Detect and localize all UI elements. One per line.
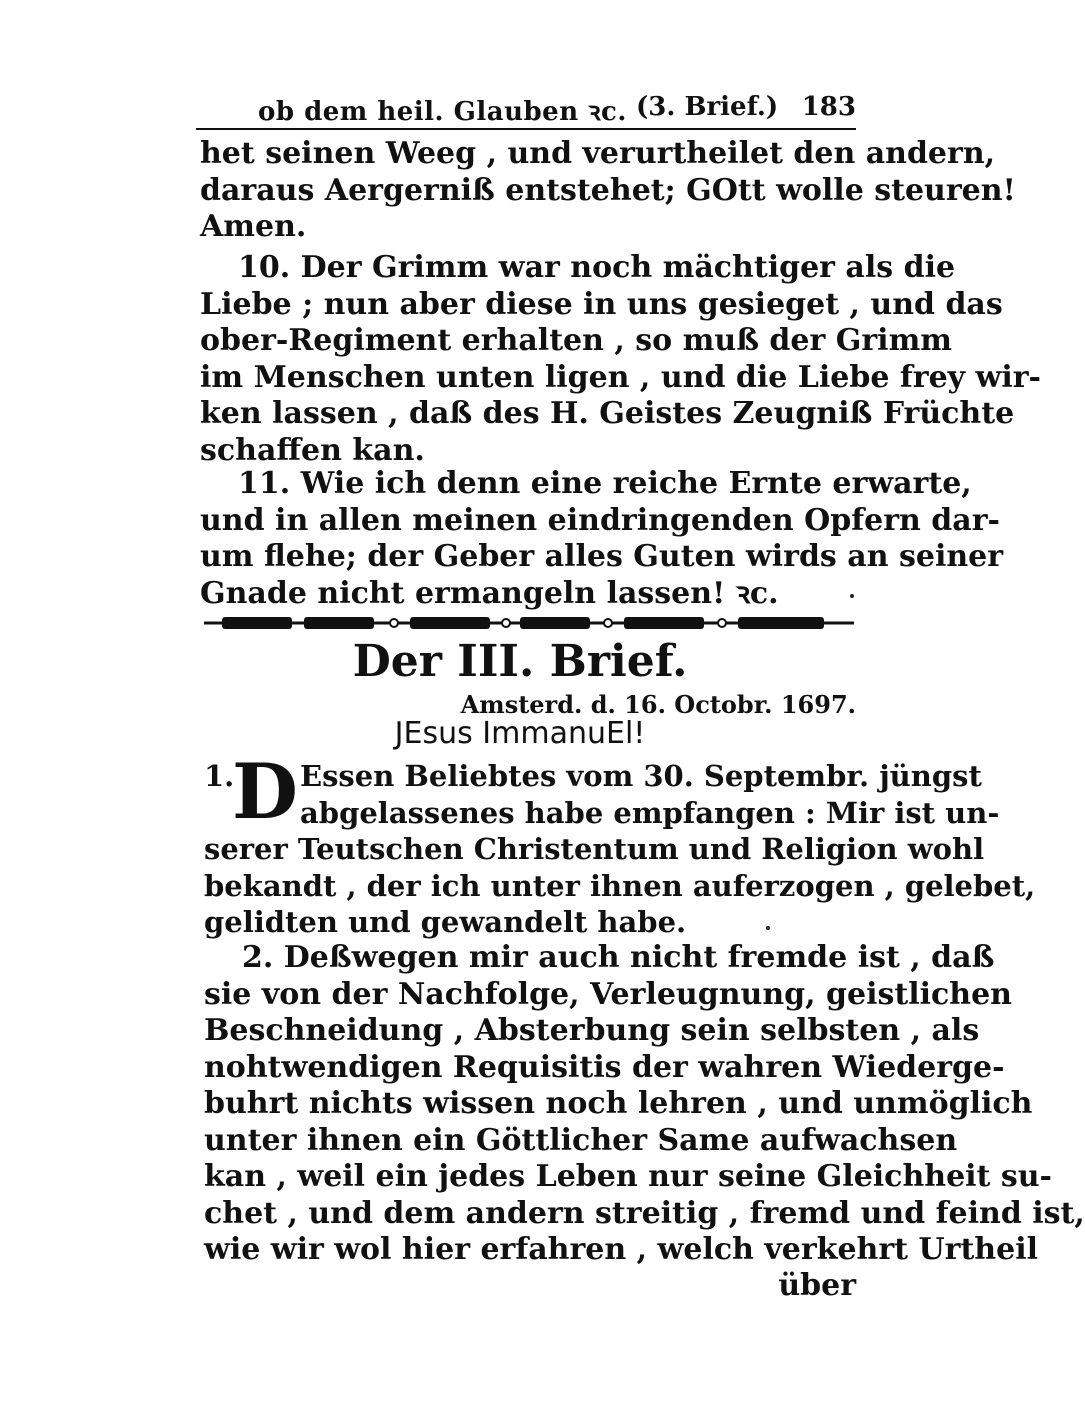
text-line: ober-Regiment erhalten , so muß der Grimm [200,323,953,358]
page-number: 183 [801,92,856,122]
catchword: über [778,1268,856,1303]
text-line: het seinen Weeg , und verurtheilet den andern, [200,136,996,171]
text-line: 2. Deßwegen mir auch nicht fremde ist , daß [242,940,995,975]
speck [766,926,770,930]
text-line: im Menschen unten ligen , und die Liebe frey wir- [200,359,1042,395]
text-line: chet , und dem andern streitig , fremd und feind ist, [204,1195,1085,1231]
paragraph-10 [200,250,1042,469]
text-line: und in allen meinen eindringenden Opfern dar- [200,502,1000,538]
ornamental-divider [204,612,854,634]
speck [850,594,854,598]
text-line: gelidten und gewandelt habe. [204,905,687,939]
running-header [258,92,856,128]
paragraph-11 [200,466,1004,612]
text-line: Essen Beliebtes vom 30. Septembr. jüngst [300,759,982,793]
text-line: nohtwendigen Requisitis der wahren Wiederge- [204,1049,1005,1085]
text-line: sie von der Nachfolge, Verleugnung, geistlichen [204,976,1012,1012]
paragraph-1 [204,747,1036,941]
text-line: unter ihnen ein Göttlicher Same aufwachsen [204,1122,958,1158]
text-line: 10. Der Grimm war noch mächtiger als die [238,250,956,285]
paragraph-continuation [200,136,1016,246]
text-line: serer Teutschen Christentum und Religion wohl [204,832,985,866]
paragraph-2 [204,940,1085,1269]
letter-title: Der III. Brief. [352,636,688,687]
text-line: um flehe; der Geber alles Guten wirds an seiner [200,539,1004,574]
text-line: kan , weil ein jedes Leben nur seine Gleichheit su- [204,1159,1053,1194]
paragraph-number: 1. [204,759,235,793]
running-title: ob dem heil. Glauben ꝛc. [258,97,627,127]
dateline: Amsterd. d. 16. Octobr. 1697. [460,690,856,719]
letter-reference: (3. Brief.) [636,92,779,122]
drop-capital: D [232,747,298,836]
text-line: bekandt , der ich unter ihnen auferzogen , gelebet, [204,868,1036,903]
text-line: buhrt nichts wissen noch lehren , und unmöglich [204,1086,1033,1121]
header-rule [196,128,856,130]
text-line: Gnade nicht ermangeln lassen! ꝛc. [200,575,779,611]
text-line: schaffen kan. [200,432,425,468]
text-line: Liebe ; nun aber diese in uns gesieget , und das [200,286,1003,322]
text-line: 11. Wie ich denn eine reiche Ernte erwarte, [238,466,972,501]
text-line: abgelassenes habe empfangen : Mir ist un- [300,795,1000,830]
text-line: wie wir wol hier erfahren , welch verkehrt Urtheil [204,1232,1038,1267]
ornament-border-icon [204,612,854,634]
text-line: Beschneidung , Absterbung sein selbsten , als [204,1013,980,1048]
text-line: Amen. [200,209,307,244]
salutation: JEsus ImmanuEl! [394,716,646,751]
text-line: daraus Aergerniß entstehet; GOtt wolle steuren! [200,172,1016,208]
text-line: ken lassen , daß des H. Geistes Zeugniß Früchte [200,396,1015,431]
